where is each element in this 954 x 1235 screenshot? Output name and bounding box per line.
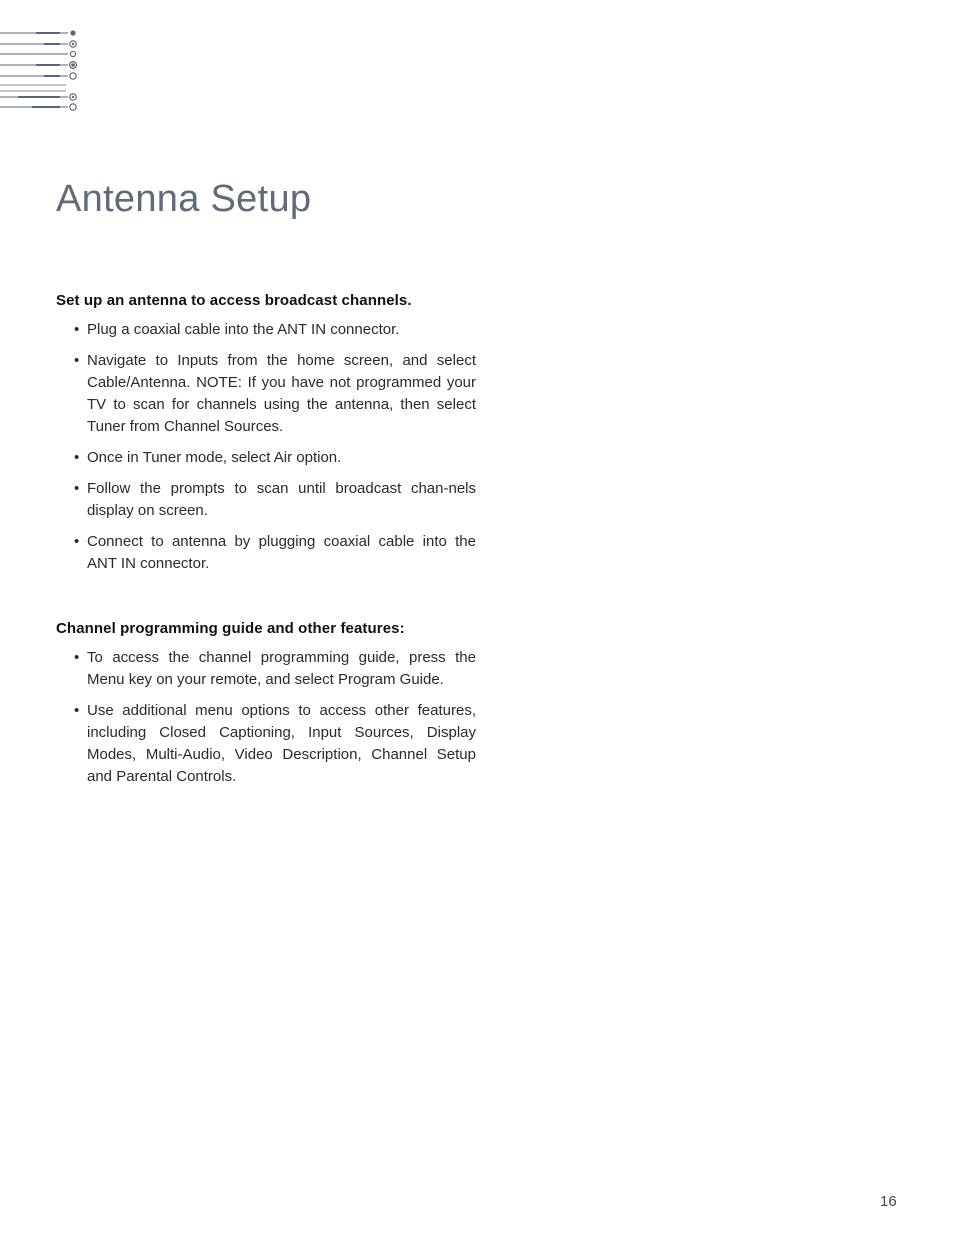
section-heading: Set up an antenna to access broadcast channels. bbox=[56, 292, 412, 309]
page-number: 16 bbox=[880, 1193, 897, 1210]
list-item: • Plug a coaxial cable into the ANT IN connector. bbox=[72, 319, 476, 341]
list-item: • Once in Tuner mode, select Air option. bbox=[72, 447, 476, 469]
programming-guide-section bbox=[56, 620, 476, 797]
broadcast-setup-section bbox=[56, 292, 476, 584]
bullet-list bbox=[56, 319, 476, 575]
list-item: • To access the channel programming guide, press the Menu key on your remote, and select Program Guide. bbox=[72, 647, 476, 691]
bullet-list bbox=[56, 647, 476, 788]
list-item: • Follow the prompts to scan until broadcast chan-nels display on screen. bbox=[72, 478, 476, 522]
section-heading: Channel programming guide and other features: bbox=[56, 620, 405, 637]
list-item: • Connect to antenna by plugging coaxial cable into the ANT IN connector. bbox=[72, 531, 476, 575]
list-item: • Navigate to Inputs from the home screen, and select Cable/Antenna. NOTE: If you have not programmed your TV to scan for channels using the antenna, then select Tuner from Channel Sources. bbox=[72, 350, 476, 438]
page-title: Antenna Setup bbox=[56, 178, 312, 220]
connector-lines-icon bbox=[0, 28, 82, 114]
list-item: • Use additional menu options to access other features, including Closed Captioning, Input Sources, Display Modes, Multi-Audio, Video Description, Channel Setup and Parental Controls. bbox=[72, 700, 476, 788]
